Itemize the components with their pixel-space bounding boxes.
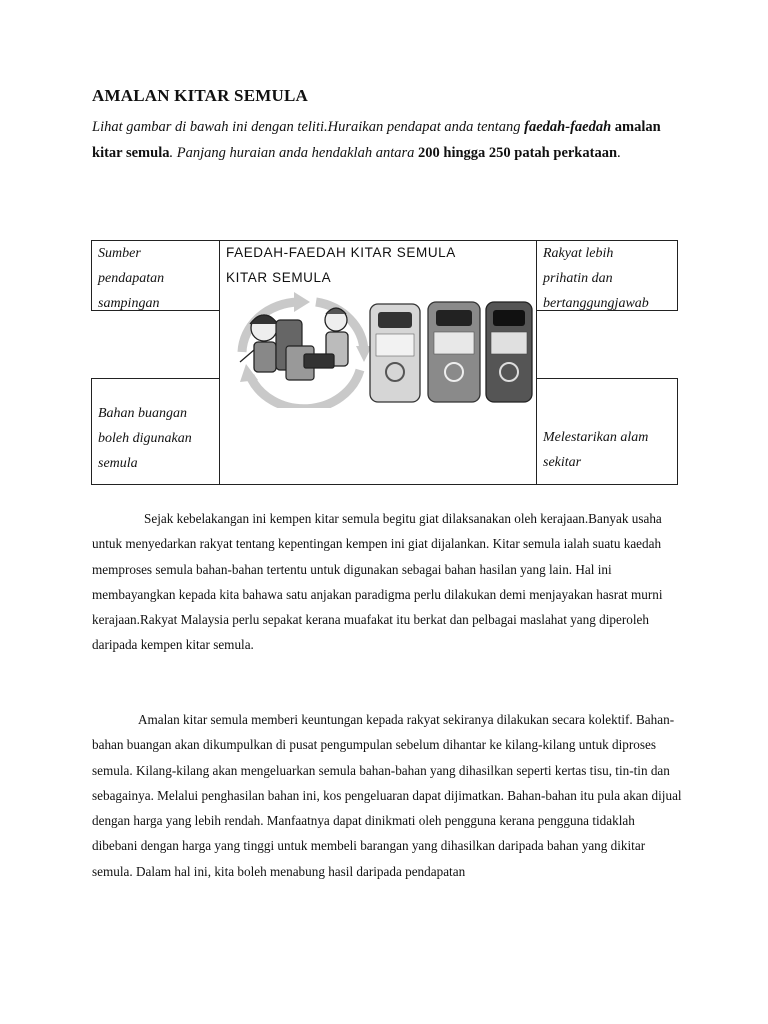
cell-line: sampingan <box>98 296 160 311</box>
cell-line: semula <box>98 456 138 471</box>
page-title: AMALAN KITAR SEMULA <box>92 86 308 105</box>
paragraph-2-text: Amalan kitar semula memberi keuntungan kepada rakyat sekiranya dilakukan secara kolektif. Bahan-bahan buangan akan dikumpulkan di pusat pengumpulan sebelum dihantar ke kilang-kilang untuk diproses semula. Kilang-kilang akan mengeluarkan semula bahan-bahan yang dihasilkan seperti kertas tisu, tin-tin dan sebagainya. Melalui penghasilan bahan ini, kos pengeluaran dapat dijimatkan. Bahan-bahan itu pula akan dijual dengan harga yang lebih rendah. Manfaatnya dapat dinikmati oleh pengguna kerana pengguna tidaklah dibebani dengan harga yang tinggi untuk membeli barangan yang dihasilkan daripada bahan yang dikitar semula. Dalam hal ini, kita boleh menabung hasil daripada pendapatan <box>92 712 682 879</box>
instruction-end: . <box>617 145 621 161</box>
cell-line: sekitar <box>543 455 582 470</box>
center-title-line: FAEDAH-FAEDAH KITAR SEMULA <box>226 245 456 260</box>
recycling-bin-1-icon <box>370 304 420 402</box>
instruction-bold-2: amalan kitar semula <box>92 119 661 161</box>
recycling-bin-2-icon <box>428 302 480 402</box>
paragraph-1-text: Sejak kebelakangan ini kempen kitar semula begitu giat dilaksanakan oleh kerajaan.Banyak usaha untuk menyedarkan rakyat tentang kepentingan kempen ini giat dijalankan. Kitar semula ialah suatu kaedah memproses semula bahan-bahan tertentu untuk digunakan sebagai bahan hasilan yang lain. Hal ini membayangkan kepada kita bahawa satu anjakan paradigma perlu dilakukan demi menjayakan hasrat murni kerajaan.Rakyat Malaysia perlu sepakat kerana muafakat itu berkat dan pelbagai maslahat yang diperoleh daripada kempen kitar semula. <box>92 511 663 653</box>
cell-line: bertanggungjawab <box>543 296 649 311</box>
cell-line: prihatin dan <box>543 271 613 286</box>
table-cell-bottom-left <box>91 378 220 485</box>
recycling-illustration <box>224 290 534 408</box>
center-title-line: KITAR SEMULA <box>226 270 332 285</box>
instruction-text <box>92 114 682 166</box>
table-cell-top-left <box>91 240 220 311</box>
cell-line: Rakyat lebih <box>543 246 614 261</box>
paragraph-1 <box>92 506 682 658</box>
cell-line: boleh digunakan <box>98 431 192 446</box>
cell-line: Melestarikan alam <box>543 430 649 445</box>
table-cell-top-right <box>536 240 678 311</box>
table-cell-bottom-right <box>536 378 678 485</box>
recycling-bin-3-icon <box>486 302 532 402</box>
paragraph-2 <box>92 707 682 884</box>
man-figure-icon <box>304 308 348 368</box>
table-center-title <box>226 240 456 290</box>
cell-line: Bahan buangan <box>98 406 188 421</box>
cell-line: pendapatan <box>98 271 165 286</box>
instruction-bold-1: faedah-faedah <box>524 119 612 135</box>
cell-line: Sumber <box>98 246 141 261</box>
instruction-bold-4: perkataan <box>553 145 618 161</box>
small-bin-icon <box>276 320 314 380</box>
instruction-bold-3: 200 hingga 250 patah <box>418 145 550 161</box>
instruction-part-1: Lihat gambar di bawah ini dengan teliti.Huraikan pendapat anda tentang <box>92 119 521 135</box>
instruction-part-2: . Panjang huraian anda hendaklah antara <box>169 145 415 161</box>
